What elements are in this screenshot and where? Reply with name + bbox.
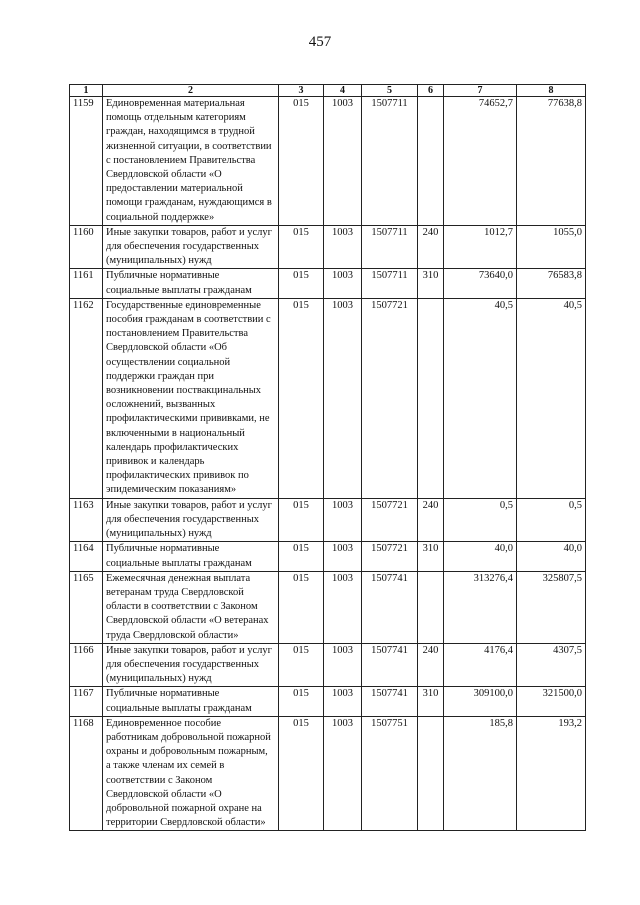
table-row: [70, 298, 586, 498]
target-article-cell: 1507741: [362, 643, 418, 687]
amount-year1-cell: 1012,7: [444, 225, 517, 269]
table-row: [70, 643, 586, 687]
ministry-code-cell: 015: [279, 542, 324, 571]
row-number-cell: 1161: [70, 269, 103, 298]
row-number-cell: 1159: [70, 97, 103, 226]
table-header-row: [70, 85, 586, 97]
amount-year2-cell: 321500,0: [517, 687, 586, 716]
target-article-cell: 1507721: [362, 298, 418, 498]
description-cell: Единовременная материальная помощь отдельным категориям граждан, находящимся в трудной жизненной ситуации, в соответствии с постановлением Правительства Свердловской области «О предоставлении материальной помощи гражданам, нуждающимся в социальной поддержке»: [103, 97, 279, 226]
table-row: [70, 269, 586, 298]
column-header: 5: [362, 85, 418, 97]
page-number: 457: [308, 34, 332, 50]
table-row: [70, 571, 586, 643]
target-article-cell: 1507711: [362, 225, 418, 269]
amount-year2-cell: 77638,8: [517, 97, 586, 226]
target-article-cell: 1507741: [362, 571, 418, 643]
column-header: 3: [279, 85, 324, 97]
description-cell: Иные закупки товаров, работ и услуг для обеспечения государственных (муниципальных) нужд: [103, 643, 279, 687]
amount-year1-cell: 40,5: [444, 298, 517, 498]
ministry-code-cell: 015: [279, 687, 324, 716]
description-cell: Единовременное пособие работникам добровольной пожарной охраны и добровольным пожарным, а также членам их семей в соответствии с Законом Свердловской области «О добровольной пожарной охране на территории Свердловской области»: [103, 716, 279, 831]
row-number-cell: 1166: [70, 643, 103, 687]
amount-year1-cell: 40,0: [444, 542, 517, 571]
section-code-cell: 1003: [324, 498, 362, 542]
section-code-cell: 1003: [324, 269, 362, 298]
description-cell: Ежемесячная денежная выплата ветеранам труда Свердловской области в соответствии с Законом Свердловской области «О ветеранах труда Свердловской области»: [103, 571, 279, 643]
expense-type-cell: 310: [418, 687, 444, 716]
amount-year1-cell: 185,8: [444, 716, 517, 831]
column-header: 7: [444, 85, 517, 97]
amount-year2-cell: 0,5: [517, 498, 586, 542]
amount-year2-cell: 4307,5: [517, 643, 586, 687]
table-row: [70, 542, 586, 571]
row-number-cell: 1162: [70, 298, 103, 498]
amount-year1-cell: 73640,0: [444, 269, 517, 298]
ministry-code-cell: 015: [279, 97, 324, 226]
description-cell: Государственные единовременные пособия гражданам в соответствии с постановлением Правительства Свердловской области «Об осуществлении социальной поддержки граждан при возникновении поствакцинальных осложнений, вызванных профилактическими прививками, не включенными в национальный календарь профилактических прививок и календарь профилактических прививок по эпидемическим показаниям»: [103, 298, 279, 498]
column-header: 8: [517, 85, 586, 97]
section-code-cell: 1003: [324, 542, 362, 571]
expense-type-cell: [418, 571, 444, 643]
target-article-cell: 1507711: [362, 269, 418, 298]
amount-year2-cell: 325807,5: [517, 571, 586, 643]
column-header: 4: [324, 85, 362, 97]
expense-type-cell: 310: [418, 542, 444, 571]
description-cell: Иные закупки товаров, работ и услуг для обеспечения государственных (муниципальных) нужд: [103, 225, 279, 269]
row-number-cell: 1163: [70, 498, 103, 542]
column-header: 1: [70, 85, 103, 97]
amount-year1-cell: 74652,7: [444, 97, 517, 226]
amount-year1-cell: 309100,0: [444, 687, 517, 716]
ministry-code-cell: 015: [279, 716, 324, 831]
amount-year1-cell: 313276,4: [444, 571, 517, 643]
table-row: [70, 687, 586, 716]
amount-year2-cell: 40,5: [517, 298, 586, 498]
ministry-code-cell: 015: [279, 498, 324, 542]
expense-type-cell: 240: [418, 225, 444, 269]
target-article-cell: 1507741: [362, 687, 418, 716]
target-article-cell: 1507711: [362, 97, 418, 226]
row-number-cell: 1160: [70, 225, 103, 269]
amount-year2-cell: 193,2: [517, 716, 586, 831]
expense-type-cell: 310: [418, 269, 444, 298]
column-header: 2: [103, 85, 279, 97]
amount-year1-cell: 4176,4: [444, 643, 517, 687]
description-cell: Публичные нормативные социальные выплаты гражданам: [103, 269, 279, 298]
description-cell: Публичные нормативные социальные выплаты гражданам: [103, 542, 279, 571]
ministry-code-cell: 015: [279, 225, 324, 269]
table-body: [70, 97, 586, 831]
expense-type-cell: [418, 298, 444, 498]
amount-year2-cell: 40,0: [517, 542, 586, 571]
ministry-code-cell: 015: [279, 269, 324, 298]
ministry-code-cell: 015: [279, 298, 324, 498]
section-code-cell: 1003: [324, 225, 362, 269]
amount-year2-cell: 76583,8: [517, 269, 586, 298]
description-cell: Публичные нормативные социальные выплаты гражданам: [103, 687, 279, 716]
row-number-cell: 1164: [70, 542, 103, 571]
section-code-cell: 1003: [324, 687, 362, 716]
table-row: [70, 498, 586, 542]
ministry-code-cell: 015: [279, 643, 324, 687]
section-code-cell: 1003: [324, 716, 362, 831]
target-article-cell: 1507751: [362, 716, 418, 831]
ministry-code-cell: 015: [279, 571, 324, 643]
column-header: 6: [418, 85, 444, 97]
target-article-cell: 1507721: [362, 498, 418, 542]
expense-type-cell: [418, 716, 444, 831]
row-number-cell: 1168: [70, 716, 103, 831]
row-number-cell: 1167: [70, 687, 103, 716]
table-row: [70, 97, 586, 226]
section-code-cell: 1003: [324, 298, 362, 498]
section-code-cell: 1003: [324, 97, 362, 226]
section-code-cell: 1003: [324, 643, 362, 687]
section-code-cell: 1003: [324, 571, 362, 643]
amount-year2-cell: 1055,0: [517, 225, 586, 269]
table-row: [70, 716, 586, 831]
amount-year1-cell: 0,5: [444, 498, 517, 542]
description-cell: Иные закупки товаров, работ и услуг для обеспечения государственных (муниципальных) нужд: [103, 498, 279, 542]
budget-table: [69, 84, 586, 831]
expense-type-cell: 240: [418, 498, 444, 542]
expense-type-cell: [418, 97, 444, 226]
row-number-cell: 1165: [70, 571, 103, 643]
target-article-cell: 1507721: [362, 542, 418, 571]
table-row: [70, 225, 586, 269]
expense-type-cell: 240: [418, 643, 444, 687]
